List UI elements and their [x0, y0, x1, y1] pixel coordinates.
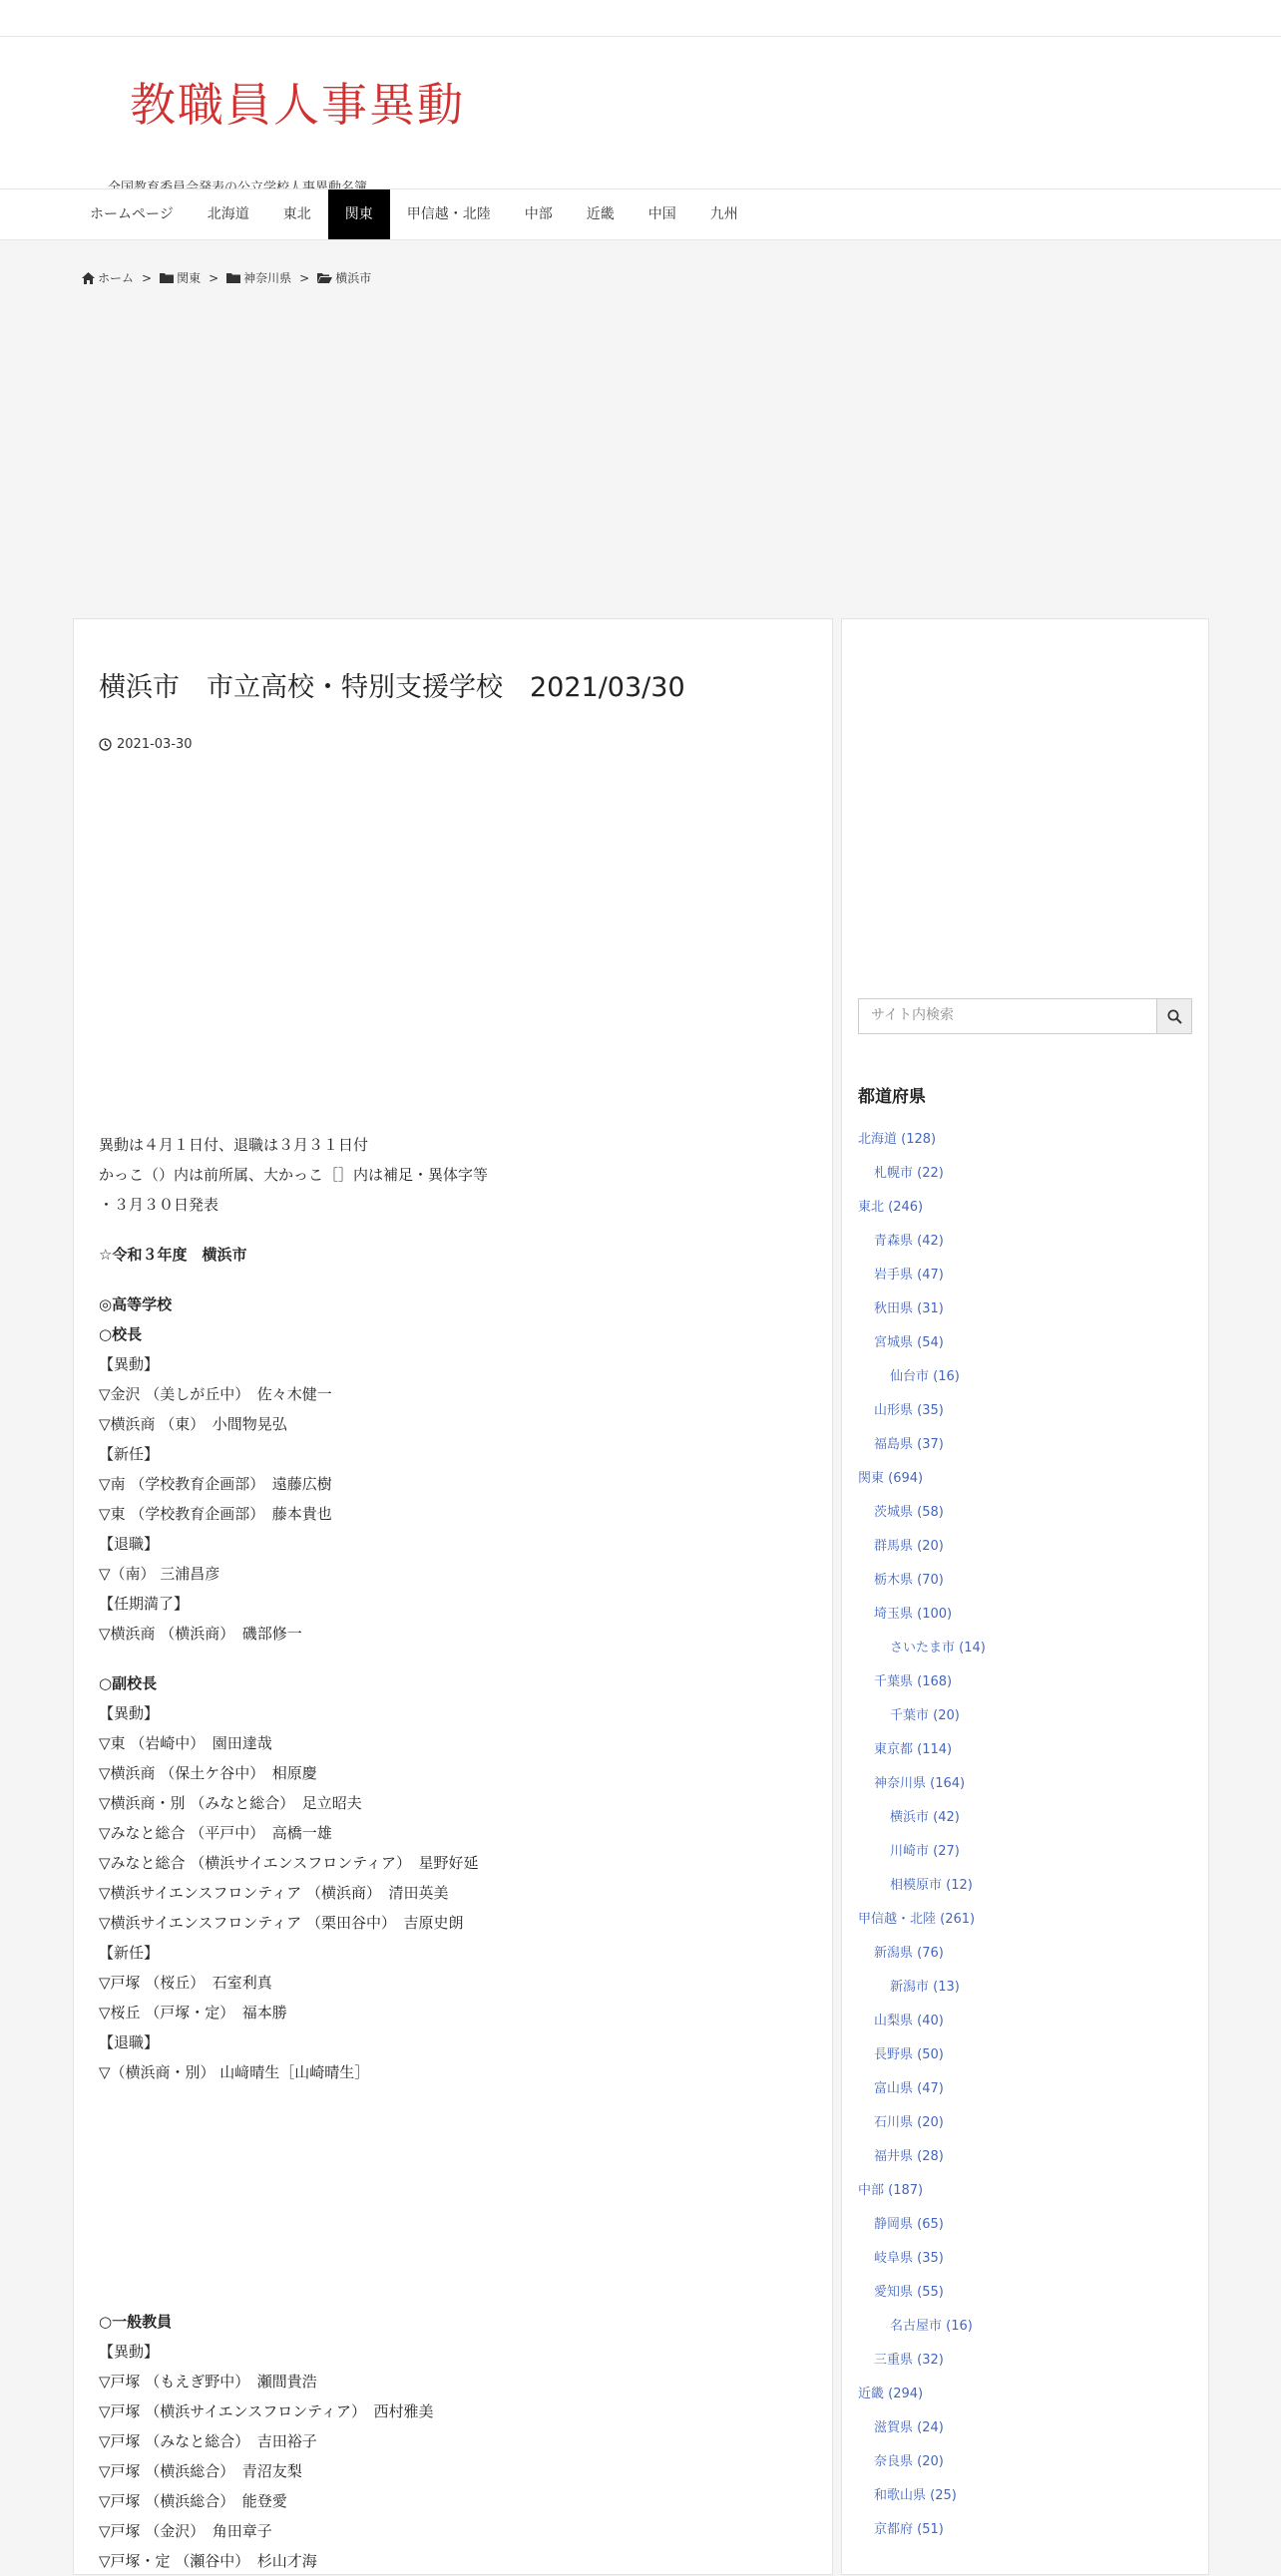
category-link[interactable]: 甲信越・北陸 (261): [858, 1912, 976, 1927]
breadcrumb-yokohama-label: 横浜市: [335, 271, 372, 285]
category-link[interactable]: 東北 (246): [858, 1200, 924, 1215]
category-list: [858, 1128, 986, 2552]
content-line: ▽横浜商・別 （みなと総合） 足立昭夫: [99, 1794, 362, 1812]
content-line: ▽戸塚 （横浜総合） 能登愛: [99, 2492, 287, 2510]
nav-item[interactable]: ホームページ: [90, 206, 174, 222]
breadcrumb-yokohama: [317, 269, 371, 286]
content-line: ▽横浜商 （横浜商） 磯部修一: [99, 1625, 302, 1643]
content-line: ▽金沢 （美しが丘中） 佐々木健一: [99, 1385, 332, 1403]
category-link[interactable]: 関東 (694): [858, 1471, 924, 1486]
category-link[interactable]: 福井県 (28): [874, 2149, 944, 2164]
content-line: 【新任】: [99, 1445, 160, 1463]
breadcrumb-separator: >: [142, 270, 153, 285]
nav-item[interactable]: 近畿: [586, 206, 615, 222]
search-icon: [1167, 1009, 1182, 1024]
content-line: ▽戸塚 （横浜サイエンスフロンティア） 西村雅美: [99, 2402, 434, 2420]
content-line: ▽戸塚 （みなと総合） 吉田裕子: [99, 2432, 317, 2450]
content-line: 【退職】: [99, 2033, 160, 2051]
search-input[interactable]: [859, 999, 1172, 1031]
content-line: ▽みなと総合 （横浜サイエンスフロンティア） 星野好延: [99, 1854, 479, 1872]
breadcrumb: [82, 269, 371, 286]
post-content: [99, 1130, 797, 2576]
content-line: ▽東 （学校教育企画部） 藤本貴也: [99, 1505, 332, 1523]
breadcrumb-kanagawa[interactable]: [226, 269, 291, 286]
category-link[interactable]: 横浜市 (42): [890, 1810, 960, 1825]
category-link[interactable]: 名古屋市 (16): [890, 2319, 973, 2334]
category-link[interactable]: 富山県 (47): [874, 2081, 944, 2096]
content-line: ・３月３０日発表: [99, 1196, 219, 1214]
breadcrumb-kanagawa-label: 神奈川県: [243, 271, 292, 285]
content-line: ▽横浜サイエンスフロンティア （栗田谷中） 吉原史朗: [99, 1914, 464, 1932]
main-article: [73, 618, 833, 2575]
content-line: 異動は４月１日付、退職は３月３１日付: [99, 1136, 369, 1154]
breadcrumb-home-label: ホーム: [98, 271, 135, 285]
category-link[interactable]: 新潟県 (76): [874, 1946, 944, 1961]
breadcrumb-home[interactable]: [82, 269, 134, 286]
nav-item[interactable]: 中部: [524, 206, 553, 222]
category-link[interactable]: 静岡県 (65): [874, 2217, 944, 2232]
content-line: かっこ（）内は前所属、大かっこ［］内は補足・異体字等: [99, 1166, 489, 1184]
content-line: 【異動】: [99, 1355, 160, 1373]
content-spacer: [99, 1270, 797, 1289]
category-link[interactable]: 山形県 (35): [874, 1403, 944, 1418]
nav-item[interactable]: 中国: [647, 206, 676, 222]
category-link[interactable]: 神奈川県 (164): [874, 1776, 966, 1791]
category-link[interactable]: 福島県 (37): [874, 1437, 944, 1452]
category-link[interactable]: 三重県 (32): [874, 2353, 944, 2368]
nav-item[interactable]: 甲信越・北陸: [406, 206, 491, 222]
category-link[interactable]: 滋賀県 (24): [874, 2420, 944, 2435]
content-line: ▽南 （学校教育企画部） 遠藤広樹: [99, 1475, 332, 1493]
post-title: 横浜市 市立高校・特別支援学校 2021/03/30: [99, 672, 685, 703]
content-line: ▽東 （岩崎中） 園田達哉: [99, 1734, 272, 1752]
section-heading: ◎高等学校: [99, 1295, 173, 1313]
content-line: ▽横浜商 （東） 小間物晃弘: [99, 1415, 287, 1433]
category-link[interactable]: 近畿 (294): [858, 2387, 924, 2401]
post-date: [99, 737, 193, 752]
category-link[interactable]: 川崎市 (27): [890, 1844, 960, 1859]
folder-icon: [160, 272, 174, 283]
category-link[interactable]: 秋田県 (31): [874, 1301, 944, 1316]
section-heading: ○副校長: [99, 1674, 158, 1692]
breadcrumb-kanto[interactable]: [160, 269, 201, 286]
top-bar: [0, 0, 1281, 37]
content-line: ▽戸塚 （もえぎ野中） 瀬間貴浩: [99, 2373, 317, 2391]
category-link[interactable]: 埼玉県 (100): [874, 1607, 953, 1622]
sidebar: [841, 618, 1209, 2575]
content-line: 【退職】: [99, 1535, 160, 1553]
content-spacer: [99, 1220, 797, 1240]
content-line: 【新任】: [99, 1944, 160, 1962]
category-link[interactable]: 岐阜県 (35): [874, 2251, 944, 2266]
category-link[interactable]: 山梨県 (40): [874, 2014, 944, 2028]
section-heading: ○校長: [99, 1325, 143, 1343]
category-link[interactable]: 愛知県 (55): [874, 2285, 944, 2300]
category-link[interactable]: 栃木県 (70): [874, 1573, 944, 1588]
ad-space: [99, 2087, 797, 2307]
category-link[interactable]: 茨城県 (58): [874, 1505, 944, 1520]
category-link[interactable]: 石川県 (20): [874, 2115, 944, 2130]
nav-item[interactable]: 北海道: [207, 206, 249, 222]
category-link[interactable]: さいたま市 (14): [890, 1641, 986, 1656]
category-link[interactable]: 京都府 (51): [874, 2522, 944, 2537]
breadcrumb-separator: >: [299, 270, 310, 285]
search-button[interactable]: [1156, 999, 1191, 1033]
search-form: [858, 998, 1192, 1034]
category-link[interactable]: 長野県 (50): [874, 2047, 944, 2062]
site-logo[interactable]: 教職員人事異動: [130, 78, 465, 132]
content-line: ▽桜丘 （戸塚・定） 福本勝: [99, 2004, 287, 2022]
site-header: [0, 37, 1281, 188]
content-line: ▽戸塚 （桜丘） 石室利真: [99, 1974, 272, 1992]
content-line: ▽戸塚 （横浜総合） 青沼友梨: [99, 2462, 302, 2480]
nav-item[interactable]: 九州: [709, 206, 738, 222]
category-link[interactable]: 千葉市 (20): [890, 1708, 960, 1723]
home-icon: [82, 272, 95, 284]
category-link[interactable]: 奈良県 (20): [874, 2454, 944, 2469]
nav-list: [73, 189, 755, 239]
content-line: ▽（南） 三浦昌彦: [99, 1565, 220, 1583]
category-link[interactable]: 仙台市 (16): [890, 1369, 960, 1384]
section-heading: ☆令和３年度 横浜市: [99, 1246, 247, 1264]
category-link[interactable]: 新潟市 (13): [890, 1980, 960, 1995]
category-link[interactable]: 青森県 (42): [874, 1234, 944, 1249]
content-line: 【異動】: [99, 2343, 160, 2361]
category-link[interactable]: 宮城県 (54): [874, 1335, 944, 1350]
category-link[interactable]: 東京都 (114): [874, 1742, 953, 1757]
category-link[interactable]: 岩手県 (47): [874, 1268, 944, 1283]
post-date-text: 2021-03-30: [117, 737, 193, 752]
content-line: ▽みなと総合 （平戸中） 高橋一雄: [99, 1824, 332, 1842]
clock-icon: [99, 738, 112, 751]
folder-open-icon: [317, 272, 332, 283]
content-line: ▽戸塚 （金沢） 角田章子: [99, 2522, 272, 2540]
breadcrumb-separator: >: [209, 270, 219, 285]
content-line: ▽（横浜商・別） 山﨑晴生［山崎晴生］: [99, 2063, 370, 2081]
category-link[interactable]: 和歌山県 (25): [874, 2488, 957, 2503]
category-link[interactable]: 相模原市 (12): [890, 1878, 973, 1893]
content-spacer: [99, 1649, 797, 1668]
nav-item[interactable]: 関東: [328, 189, 390, 239]
content-line: 【任期満了】: [99, 1595, 190, 1613]
nav-item[interactable]: 東北: [282, 206, 311, 222]
category-link[interactable]: 千葉県 (168): [874, 1674, 953, 1689]
section-heading: ○一般教員: [99, 2313, 173, 2331]
category-link[interactable]: 札幌市 (22): [874, 1166, 944, 1181]
category-link[interactable]: 北海道 (128): [858, 1132, 937, 1147]
content-line: ▽戸塚・定 （瀬谷中） 杉山才海: [99, 2552, 317, 2570]
breadcrumb-kanto-label: 関東: [177, 271, 202, 285]
content-line: ▽横浜サイエンスフロンティア （横浜商） 清田英美: [99, 1884, 449, 1902]
folder-icon: [226, 272, 240, 283]
global-nav: [0, 188, 1281, 240]
category-link[interactable]: 中部 (187): [858, 2183, 924, 2198]
category-link[interactable]: 群馬県 (20): [874, 1539, 944, 1554]
content-line: 【異動】: [99, 1704, 160, 1722]
content-line: ▽横浜商 （保土ケ谷中） 相原慶: [99, 1764, 317, 1782]
widget-title: 都道府県: [858, 1087, 926, 1107]
